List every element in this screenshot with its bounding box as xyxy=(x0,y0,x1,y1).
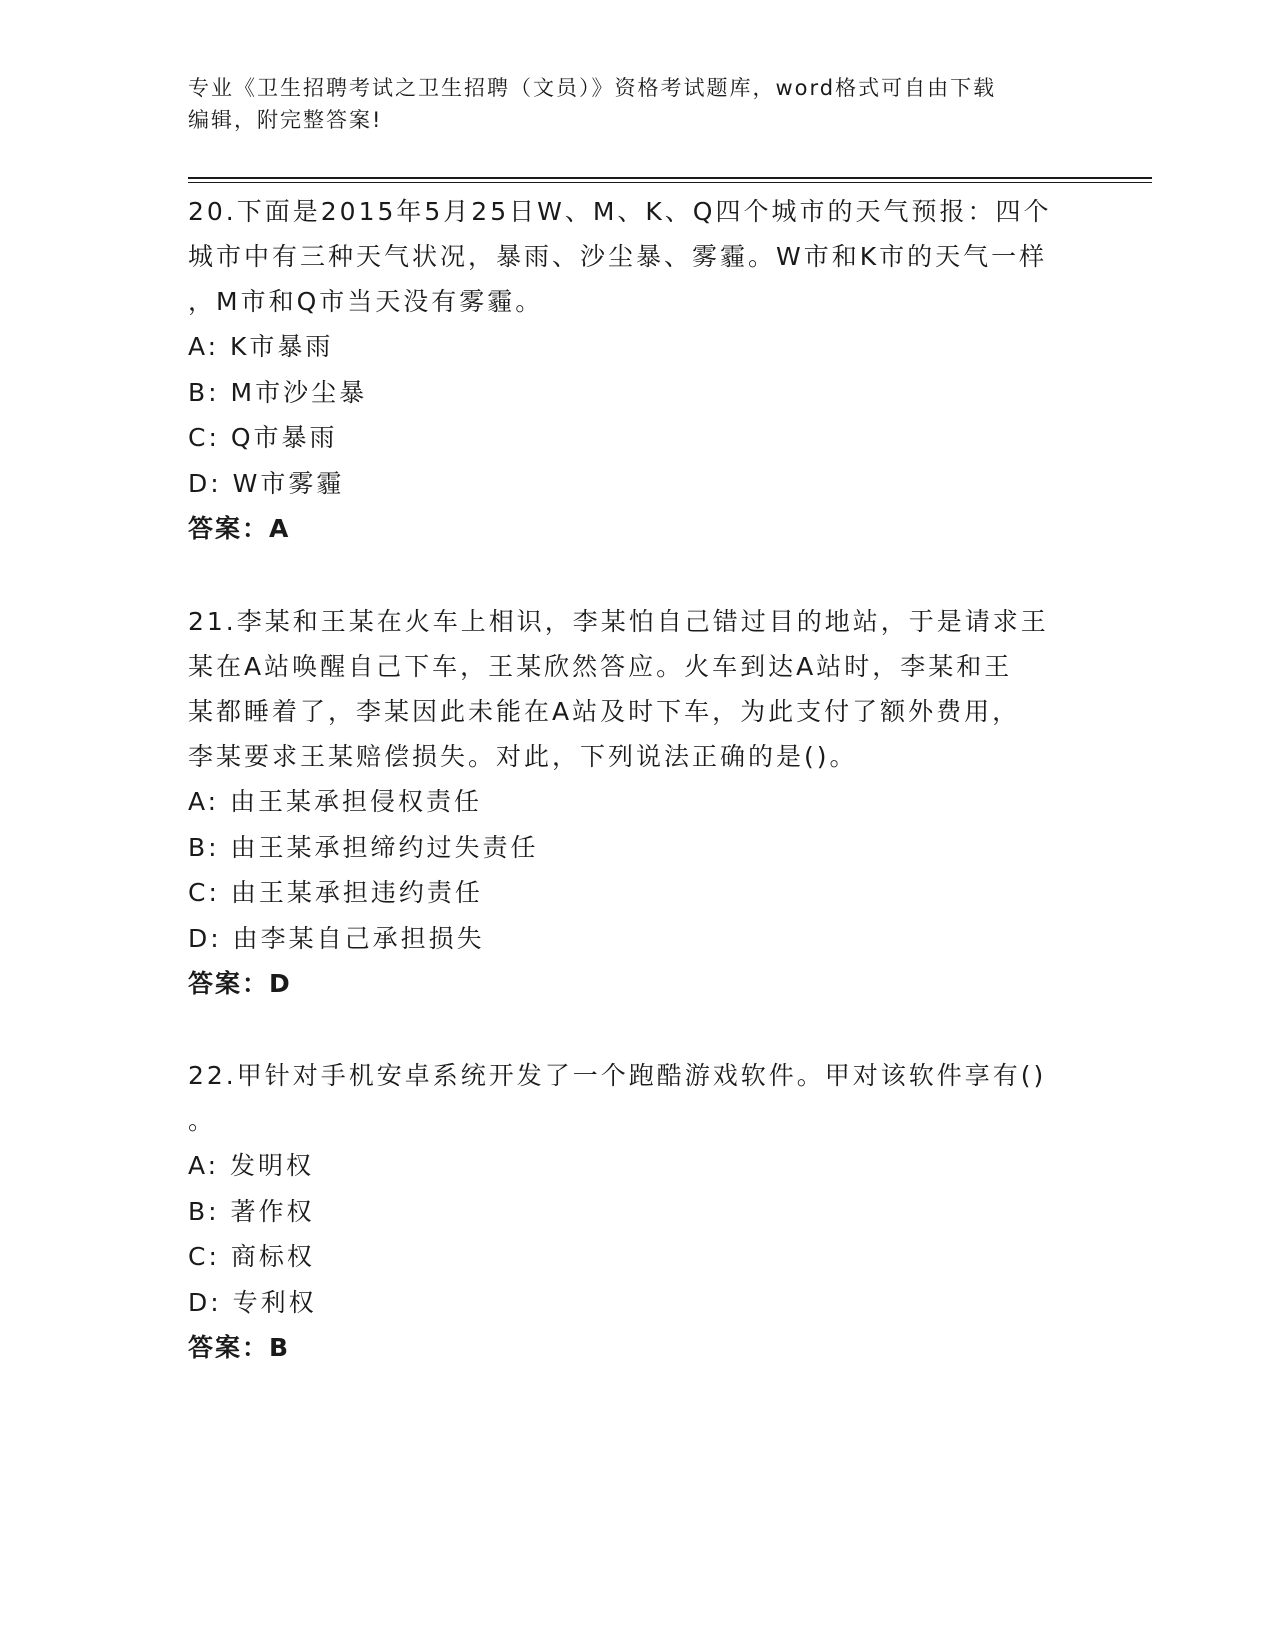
question-stem-line: 某在A站唤醒自己下车，王某欣然答应。火车到达A站时，李某和王 xyxy=(188,652,1013,681)
question-stem-line: ，M市和Q市当天没有雾霾。 xyxy=(188,287,544,316)
option-a: A: 由王某承担侵权责任 xyxy=(188,787,483,816)
question-21 xyxy=(188,599,1088,1007)
question-stem-line: 城市中有三种天气状况，暴雨、沙尘暴、雾霾。W市和K市的天气一样 xyxy=(188,242,1048,271)
option-a: A: K市暴雨 xyxy=(188,332,334,361)
header-line-1: 专业《卫生招聘考试之卫生招聘（文员）》资格考试题库，word格式可自由下载 xyxy=(188,76,997,100)
document-header xyxy=(188,72,1088,136)
question-stem-line: 李某要求王某赔偿损失。对此，下列说法正确的是()。 xyxy=(188,742,858,771)
question-20 xyxy=(188,189,1088,552)
header-divider-thin xyxy=(188,182,1152,183)
question-22 xyxy=(188,1053,1088,1371)
question-stem-line: 。 xyxy=(188,1106,217,1135)
option-b: B: M市沙尘暴 xyxy=(188,377,368,407)
option-d: D: W市雾霾 xyxy=(188,468,345,498)
header-line-2: 编辑，附完整答案! xyxy=(188,108,383,132)
option-d: D: 专利权 xyxy=(188,1287,317,1317)
option-a: A: 发明权 xyxy=(188,1151,315,1180)
question-stem-line: 某都睡着了，李某因此未能在A站及时下车，为此支付了额外费用， xyxy=(188,697,1021,726)
answer-label: 答案：A xyxy=(188,514,291,543)
option-c: C: 商标权 xyxy=(188,1242,315,1271)
option-c: C: 由王某承担违约责任 xyxy=(188,878,483,907)
header-divider-thick xyxy=(188,177,1152,179)
question-stem-line: 21.李某和王某在火车上相识，李某怕自己错过目的地站，于是请求王 xyxy=(188,607,1049,636)
option-b: B: 著作权 xyxy=(188,1196,315,1226)
option-c: C: Q市暴雨 xyxy=(188,423,338,452)
question-stem-line: 20.下面是2015年5月25日W、M、K、Q四个城市的天气预报：四个 xyxy=(188,197,1052,226)
question-stem-line: 22.甲针对手机安卓系统开发了一个跑酷游戏软件。甲对该软件享有() xyxy=(188,1061,1047,1090)
answer-label: 答案：D xyxy=(188,969,292,998)
answer-label: 答案：B xyxy=(188,1333,291,1362)
option-d: D: 由李某自己承担损失 xyxy=(188,923,485,953)
option-b: B: 由王某承担缔约过失责任 xyxy=(188,832,539,862)
